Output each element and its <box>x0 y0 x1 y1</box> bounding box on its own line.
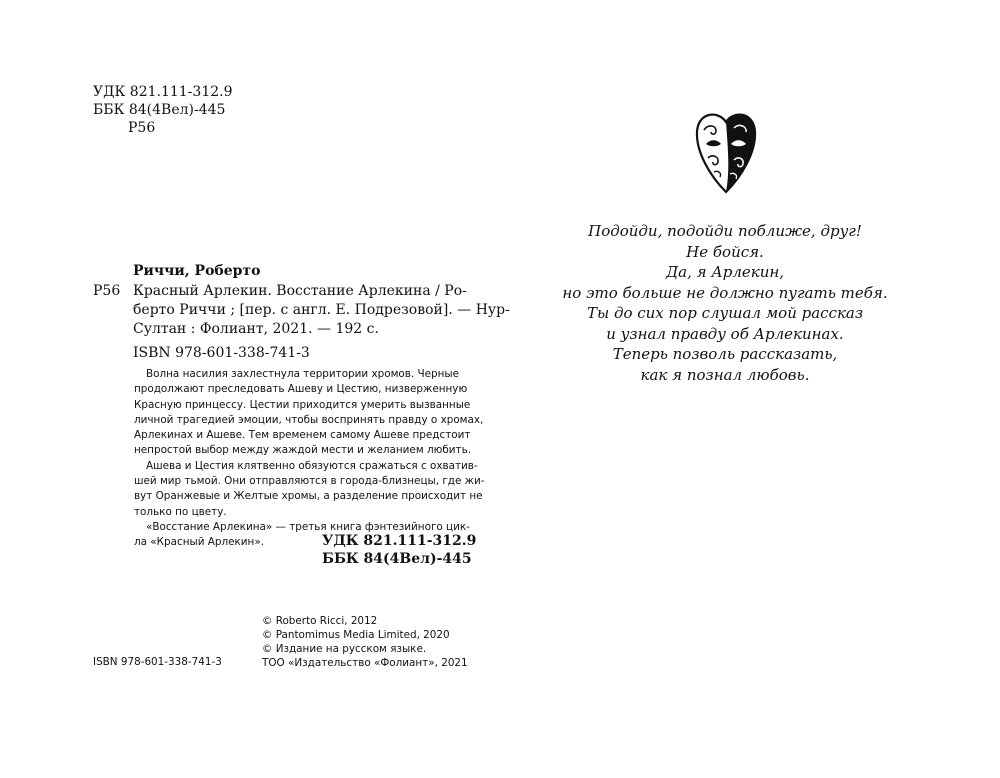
isbn-footer: ISBN 978-601-338-741-3 <box>93 656 222 668</box>
poem-line: Да, я Арлекин, <box>665 263 785 281</box>
annotation-line: вут Оранжевые и Желтые хромы, а разделение происходит не <box>134 490 483 503</box>
annotation-line: Арлекинах и Ашеве. Тем временем самому Ашеве предстоит <box>134 429 471 442</box>
classification-block-bottom <box>322 532 476 568</box>
author-heading: Риччи, Роберто <box>133 263 261 279</box>
classification-block-top <box>93 83 233 137</box>
bib-line: берто Риччи ; [пер. с англ. Е. Подрезовой]. — Нур- <box>133 302 510 318</box>
copyright-line: ТОО «Издательство «Фолиант», 2021 <box>262 657 468 669</box>
right-page <box>500 0 1000 778</box>
annotation-line: ла «Красный Арлекин». <box>134 536 264 549</box>
poem-line: Теперь позволь рассказать, <box>612 345 838 363</box>
bbk-code: ББК 84(4Вел)-445 <box>93 102 226 118</box>
annotation-line: шей мир тьмой. Они отправляются в города-близнецы, где жи- <box>134 475 485 488</box>
annotation-line: личной трагедией эмоции, чтобы воспринять правду о хромах, <box>134 413 484 426</box>
poem-line: но это больше не должно пугать тебя. <box>562 283 888 302</box>
isbn: ISBN 978-601-338-741-3 <box>133 345 310 361</box>
annotation-line: Ашева и Цестия клятвенно обязуются сражаться с охватив- <box>146 459 478 472</box>
bbk-code: ББК 84(4Вел)-445 <box>322 551 472 567</box>
poem-line: и узнал правду об Арлекинах. <box>606 324 844 343</box>
annotation-line: Волна насилия захлестнула территории хромов. Черные <box>146 368 459 380</box>
poem-line: как я познал любовь. <box>640 365 810 384</box>
harlequin-mask-icon <box>694 110 758 194</box>
copyright-line: © Roberto Ricci, 2012 <box>262 615 378 627</box>
author-mark: Р56 <box>128 120 156 136</box>
annotation-line: «Восстание Арлекина» — третья книга фэнтезийного цик- <box>146 520 470 533</box>
bib-line: Султан : Фолиант, 2021. — 192 с. <box>133 321 379 337</box>
udk-code: УДК 821.111-312.9 <box>322 533 477 549</box>
poem-line: Не бойся. <box>686 242 764 261</box>
annotation-line: Красную принцессу. Цестии приходится умерить вызванные <box>134 398 471 411</box>
annotation-line: только по цвету. <box>134 505 227 518</box>
bibliographic-description <box>133 282 510 339</box>
annotation-line: непростой выбор между жаждой мести и желанием любить. <box>134 444 471 457</box>
poem-line: Подойди, подойди поближе, друг! <box>588 222 862 240</box>
annotation <box>134 367 485 551</box>
poem-line: Ты до сих пор слушал мой рассказ <box>586 304 864 322</box>
bib-line: Красный Арлекин. Восстание Арлекина / Ро- <box>133 283 467 299</box>
udk-code: УДК 821.111-312.9 <box>93 84 233 100</box>
annotation-line: продолжают преследовать Ашеву и Цестию, низверженную <box>134 383 468 396</box>
copyright-line: © Издание на русском языке. <box>262 643 427 655</box>
epigraph-poem <box>500 221 950 385</box>
bib-author-mark: Р56 <box>93 283 121 299</box>
copyright-line: © Pantomimus Media Limited, 2020 <box>262 629 450 641</box>
copyright-block <box>262 614 468 670</box>
